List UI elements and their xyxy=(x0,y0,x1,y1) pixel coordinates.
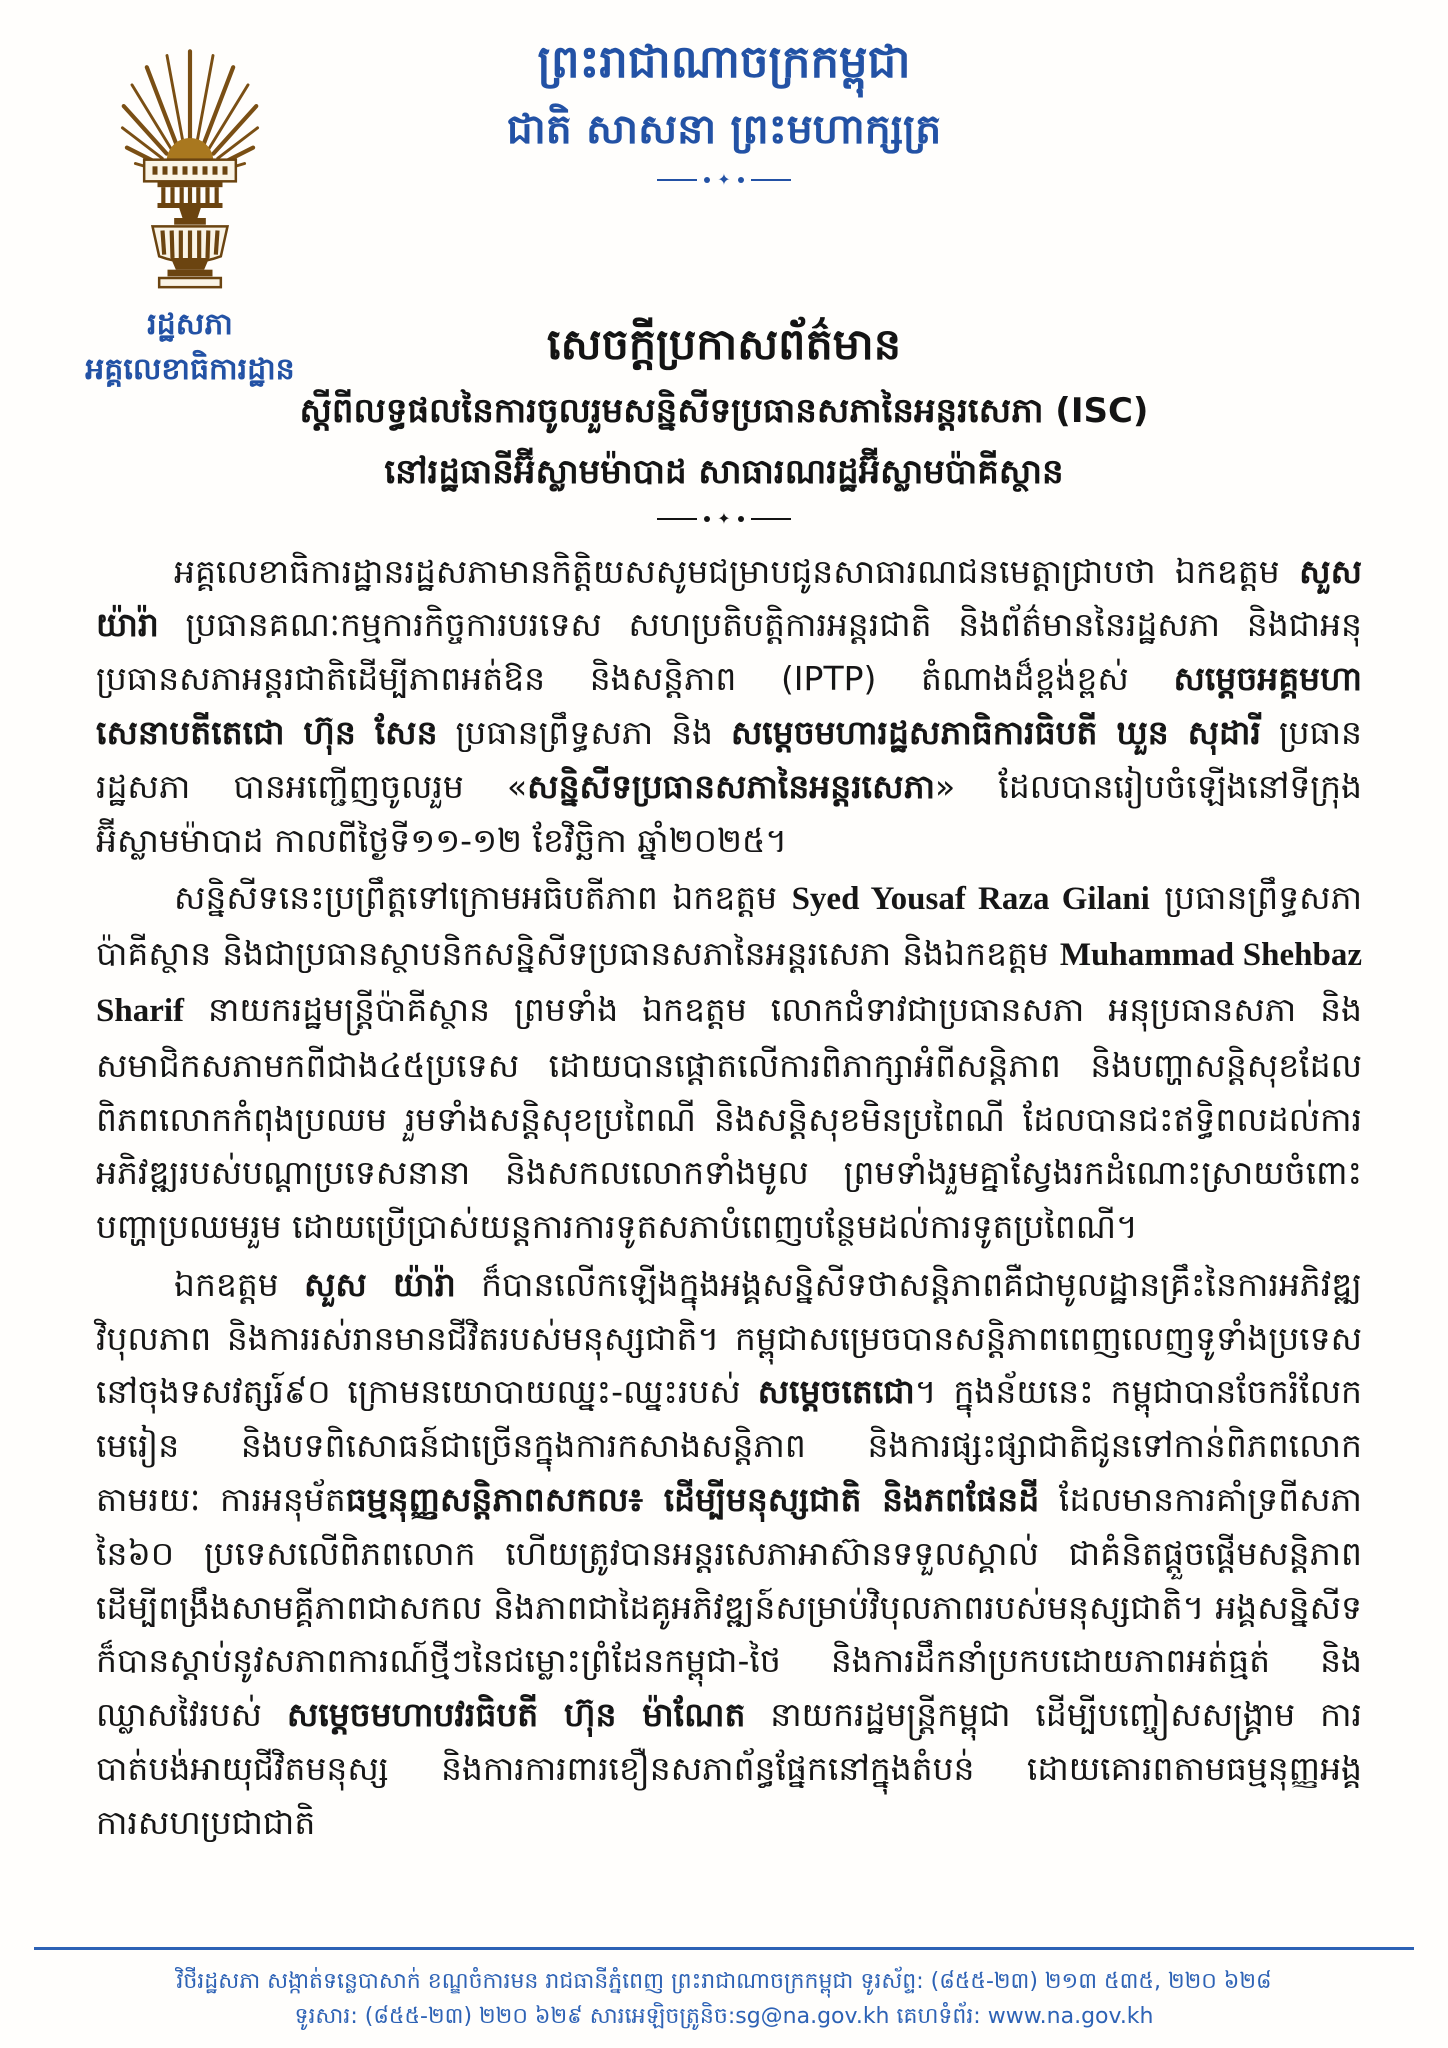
document-footer xyxy=(0,1947,1448,2034)
org-name-line1: រដ្ឋសភា xyxy=(147,307,233,342)
national-assembly-emblem-icon xyxy=(114,48,266,298)
emblem-block xyxy=(70,48,310,392)
motto-divider-ornament: ✦ xyxy=(0,172,1448,188)
footer-address-phone: វិថីរដ្ឋសភា សង្កាត់ទន្លេបាសាក់ ខណ្ឌចំការមន រាជធានីភ្នំពេញ ព្រះរាជាណាចក្រកម្ពុជា ទូរស័ព្ទ: (៨៥៥-២៣) ២១៣ ៥៣៥, ២២០ ៦២៨ xyxy=(176,1968,1272,1994)
motto-line2: ជាតិ សាសនា ព្រះមហាក្សត្រ xyxy=(506,105,942,154)
document-body xyxy=(0,527,1448,1850)
title-divider-ornament: ✦ xyxy=(0,511,1448,527)
paragraph: អគ្គលេខាធិការដ្ឋានរដ្ឋសភាមានកិត្តិយសសូមជម្រាបជូនសាធារណជនមេត្តាជ្រាបថា ឯកឧត្តម សួស យ៉ារ៉ា ប្រធានគណៈកម្មការកិច្ចការបរទេស សហប្រតិបត្តិការអន្តរជាតិ និងព័ត៌មាននៃរដ្ឋសភា និងជាអនុប្រធានសភាអន្តរជាតិដើម្បីភាពអត់ឱន និងសន្តិភាព (IPTP) តំណាងដ៏ខ្ពង់ខ្ពស់ សម្តេចអគ្គមហាសេនាបតីតេជោ ហ៊ុន សែន ប្រធានព្រឹទ្ធសភា និង សម្តេចមហារដ្ឋសភាធិការធិបតី ឃួន សុដារី ប្រធានរដ្ឋសភា បានអញ្ជើញចូលរួម «សន្និសីទប្រធានសភានៃអន្តរសេភា» ដែលបានរៀបចំឡើងនៅទីក្រុងអ៊ីស្លាមម៉ាបាដ កាលពីថ្ងៃទី១១-១២ ខែវិច្ឆិកា ឆ្នាំ២០២៥។ xyxy=(96,551,1363,860)
document-subtitle-1: ស្តីពីលទ្ធផលនៃការចូលរួមសន្និសីទប្រធានសភានៃអន្តរសេភា (ISC) xyxy=(299,391,1149,432)
footer-divider-rule xyxy=(34,1947,1414,1950)
org-name-line2: អគ្គលេខាធិការដ្ឋាន xyxy=(85,352,295,387)
document-subtitle-2: នៅរដ្ឋធានីអ៊ីស្លាមម៉ាបាដ សាធារណរដ្ឋអ៊ីស្លាមប៉ាគីស្ថាន xyxy=(384,451,1064,492)
document-title: សេចក្តីប្រកាសព័ត៌មាន xyxy=(547,319,901,370)
paragraph: ឯកឧត្តម សួស យ៉ារ៉ា ក៏បានលើកឡើងក្នុងអង្គសន្និសីទថាសន្តិភាពគឺជាមូលដ្ឋានគ្រឹះនៃការអភិវឌ្ឍ វិបុលភាព និងការរស់រានមានជីវិតរបស់មនុស្សជាតិ។ កម្ពុជាសម្រេចបានសន្តិភាពពេញលេញទូទាំងប្រទេស នៅចុងទសវត្សរ៍៩០ ក្រោមនយោបាយឈ្នះ-ឈ្នះរបស់ សម្តេចតេជោ។ ក្នុងន័យនេះ កម្ពុជាបានចែករំលែកមេរៀន និងបទពិសោធន៍ជាច្រើនក្នុងការកសាងសន្តិភាព និងការផ្សះផ្សាជាតិជូនទៅកាន់ពិភពលោកតាមរយៈ ការអនុម័តធម្មនុញ្ញសន្តិភាពសកល៖ ដើម្បីមនុស្សជាតិ និងភពផែនដី ដែលមានការគាំទ្រពីសភានៃ៦០ ប្រទេសលើពិភពលោក ហើយត្រូវបានអន្តរសេភាអាស៊ានទទួលស្គាល់ ជាគំនិតផ្តួចផ្តើមសន្តិភាព ដើម្បីពង្រឹងសាមគ្គីភាពជាសកល និងភាពជាដៃគូអភិវឌ្ឍន៍សម្រាប់វិបុលភាពរបស់មនុស្សជាតិ។ អង្គសន្និសីទ ក៏បានស្តាប់នូវសភាពការណ៍ថ្មីៗនៃជម្លោះព្រំដែនកម្ពុជា-ថៃ និងការដឹកនាំប្រកបដោយភាពអត់ធ្មត់ និងឈ្លាសវៃរបស់ សម្តេចមហាបវរធិបតី ហ៊ុន ម៉ាណែត នាយករដ្ឋមន្ត្រីកម្ពុជា ដើម្បីបញ្ចៀសសង្គ្រាម ការបាត់បង់អាយុជីវិតមនុស្ស និងការការពារខឿនសភាព័ន្ធផ្នែកនៅក្នុងតំបន់ ដោយគោរពតាមធម្មនុញ្ញអង្គការសហប្រជាជាតិ xyxy=(96,1264,1362,1842)
motto-line1: ព្រះរាជាណាចក្រកម្ពុជា xyxy=(537,35,911,88)
footer-fax-email-web: ទូរសារ: (៨៥៥-២៣) ២២០ ៦២៩ សារអេឡិចត្រូនិច:sg@na.gov.kh គេហទំព័រ: www.na.gov.kh xyxy=(294,2003,1154,2029)
paragraph: សន្និសីទនេះប្រព្រឹត្តទៅក្រោមអធិបតីភាព ឯកឧត្តម Syed Yousaf Raza Gilani ប្រធានព្រឹទ្ធសភាប៉ាគីស្ថាន និងជាប្រធានស្ថាបនិកសន្និសីទប្រធានសភានៃអន្តរសេភា និងឯកឧត្តម Muhammad Shehbaz Sharif នាយករដ្ឋមន្ត្រីប៉ាគីស្ថាន ព្រមទាំង ឯកឧត្តម លោកជំទាវជាប្រធានសភា អនុប្រធានសភា និងសមាជិកសភាមកពីជាង៤៥ប្រទេស ដោយបានផ្តោតលើការពិភាក្សាអំពីសន្តិភាព និងបញ្ហាសន្តិសុខដែលពិភពលោកកំពុងប្រឈម រួមទាំងសន្តិសុខប្រពៃណី និងសន្តិសុខមិនប្រពៃណី ដែលបានជះឥទ្ធិពលដល់ការអភិវឌ្ឍរបស់បណ្តាប្រទេសនានា និងសកលលោកទាំងមូល ព្រមទាំងរួមគ្នាស្វែងរកដំណោះស្រាយចំពោះបញ្ហាប្រឈមរួម ដោយប្រើប្រាស់យន្តការការទូតសភាបំពេញបន្ថែមដល់ការទូតប្រពៃណី។ xyxy=(96,878,1363,1247)
